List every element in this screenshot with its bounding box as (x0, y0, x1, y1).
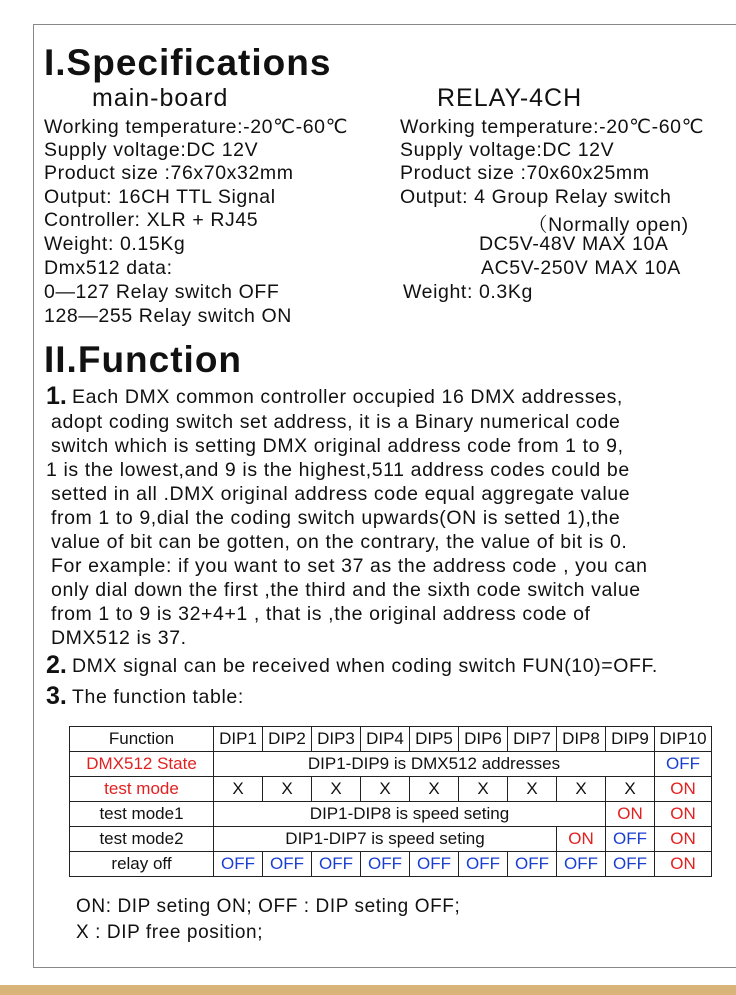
spec-line: Weight: 0.15Kg (44, 233, 186, 255)
spec-line: Weight: 0.3Kg (403, 281, 533, 303)
row-label: relay off (70, 852, 214, 877)
header-cell: DIP10 (655, 727, 712, 752)
table-header-row (70, 727, 712, 752)
legend-line: ON: DIP seting ON; OFF : DIP seting OFF; (76, 896, 461, 917)
spec-line: Working temperature:-20℃-60℃ (44, 116, 349, 138)
header-cell: DIP8 (557, 727, 606, 752)
header-cell: DIP6 (459, 727, 508, 752)
table-cell: ON (655, 802, 712, 827)
table-cell: X (214, 777, 263, 802)
table-cell: OFF (606, 852, 655, 877)
header-cell: DIP1 (214, 727, 263, 752)
legend-line: X : DIP free position; (76, 922, 264, 943)
table-cell: OFF (361, 852, 410, 877)
spec-line: Supply voltage:DC 12V (400, 139, 615, 161)
header-cell: DIP4 (361, 727, 410, 752)
header-cell: DIP5 (410, 727, 459, 752)
table-cell: X (312, 777, 361, 802)
table-cell: OFF (459, 852, 508, 877)
spec-line: （Normally open) (528, 214, 689, 236)
paragraph-line: from 1 to 9 is 32+4+1 , that is ,the original address code of (51, 603, 591, 625)
spec-line: Controller: XLR + RJ45 (44, 209, 259, 231)
function-table (69, 726, 712, 877)
paragraph-line: For example: if you want to set 37 as the address code , you can (51, 555, 648, 577)
table-cell: ON (655, 827, 712, 852)
relay-title: RELAY-4CH (437, 84, 583, 112)
paragraph-line: DMX signal can be received when coding switch FUN(10)=OFF. (72, 655, 658, 677)
table-cell: OFF (410, 852, 459, 877)
span-cell: DIP1-DIP9 is DMX512 addresses (214, 752, 655, 777)
table-cell: X (557, 777, 606, 802)
spec-line: Product size :70x60x25mm (400, 162, 650, 184)
spec-line: Dmx512 data: (44, 257, 173, 279)
row-label: test mode2 (70, 827, 214, 852)
table-cell: X (459, 777, 508, 802)
table-row (70, 827, 712, 852)
header-cell: DIP7 (508, 727, 557, 752)
spec-line: Output: 4 Group Relay switch (400, 186, 672, 208)
row-label: DMX512 State (70, 752, 214, 777)
spec-line: DC5V-48V MAX 10A (479, 233, 669, 255)
table-cell: OFF (214, 852, 263, 877)
header-cell: DIP2 (263, 727, 312, 752)
table-cell: X (263, 777, 312, 802)
table-cell: OFF (263, 852, 312, 877)
table-cell: X (606, 777, 655, 802)
table-cell: OFF (312, 852, 361, 877)
table-cell: ON (557, 827, 606, 852)
spec-line: 128—255 Relay switch ON (44, 305, 292, 327)
table-cell: ON (606, 802, 655, 827)
table-cell: OFF (557, 852, 606, 877)
spec-line: Product size :76x70x32mm (44, 162, 294, 184)
table-cell: OFF (655, 752, 712, 777)
paragraph-line: DMX512 is 37. (51, 627, 187, 649)
table-row (70, 802, 712, 827)
table-cell: X (508, 777, 557, 802)
mainboard-title: main-board (92, 84, 229, 112)
table-cell: X (410, 777, 459, 802)
row-label: test mode1 (70, 802, 214, 827)
spec-line: 0—127 Relay switch OFF (44, 281, 280, 303)
bottom-decorative-bar (0, 985, 736, 995)
heading-function: II.Function (44, 339, 243, 380)
item-number: 2. (46, 651, 67, 679)
paragraph-line: only dial down the first ,the third and the sixth code switch value (51, 579, 641, 601)
paragraph-line: switch which is setting DMX original address code from 1 to 9, (51, 435, 624, 457)
table-cell: ON (655, 852, 712, 877)
header-cell: DIP3 (312, 727, 361, 752)
table-cell: ON (655, 777, 712, 802)
paragraph-line: value of bit can be gotten, on the contrary, the value of bit is 0. (51, 531, 628, 553)
spec-line: Working temperature:-20℃-60℃ (400, 116, 705, 138)
table-cell: OFF (508, 852, 557, 877)
row-label: test mode (70, 777, 214, 802)
table-cell: OFF (606, 827, 655, 852)
span-cell: DIP1-DIP7 is speed seting (214, 827, 557, 852)
spec-line: Supply voltage:DC 12V (44, 139, 259, 161)
spec-line: Output: 16CH TTL Signal (44, 186, 276, 208)
paragraph-line: The function table: (72, 686, 244, 708)
header-cell: DIP9 (606, 727, 655, 752)
paragraph-line: adopt coding switch set address, it is a Binary numerical code (51, 411, 621, 433)
item-number: 1. (46, 382, 67, 410)
paragraph-line: 1 is the lowest,and 9 is the highest,511 address codes could be (46, 459, 630, 481)
heading-specifications: I.Specifications (44, 42, 332, 83)
table-row (70, 777, 712, 802)
span-cell: DIP1-DIP8 is speed seting (214, 802, 606, 827)
paragraph-line: from 1 to 9,dial the coding switch upwards(ON is setted 1),the (51, 507, 621, 529)
table-cell: X (361, 777, 410, 802)
item-number: 3. (46, 682, 67, 710)
paragraph-line: setted in all .DMX original address code equal aggregate value (51, 483, 631, 505)
table-row (70, 752, 712, 777)
paragraph-line: Each DMX common controller occupied 16 DMX addresses, (72, 386, 623, 408)
spec-line: AC5V-250V MAX 10A (481, 257, 681, 279)
table-row (70, 852, 712, 877)
header-cell: Function (70, 727, 214, 752)
